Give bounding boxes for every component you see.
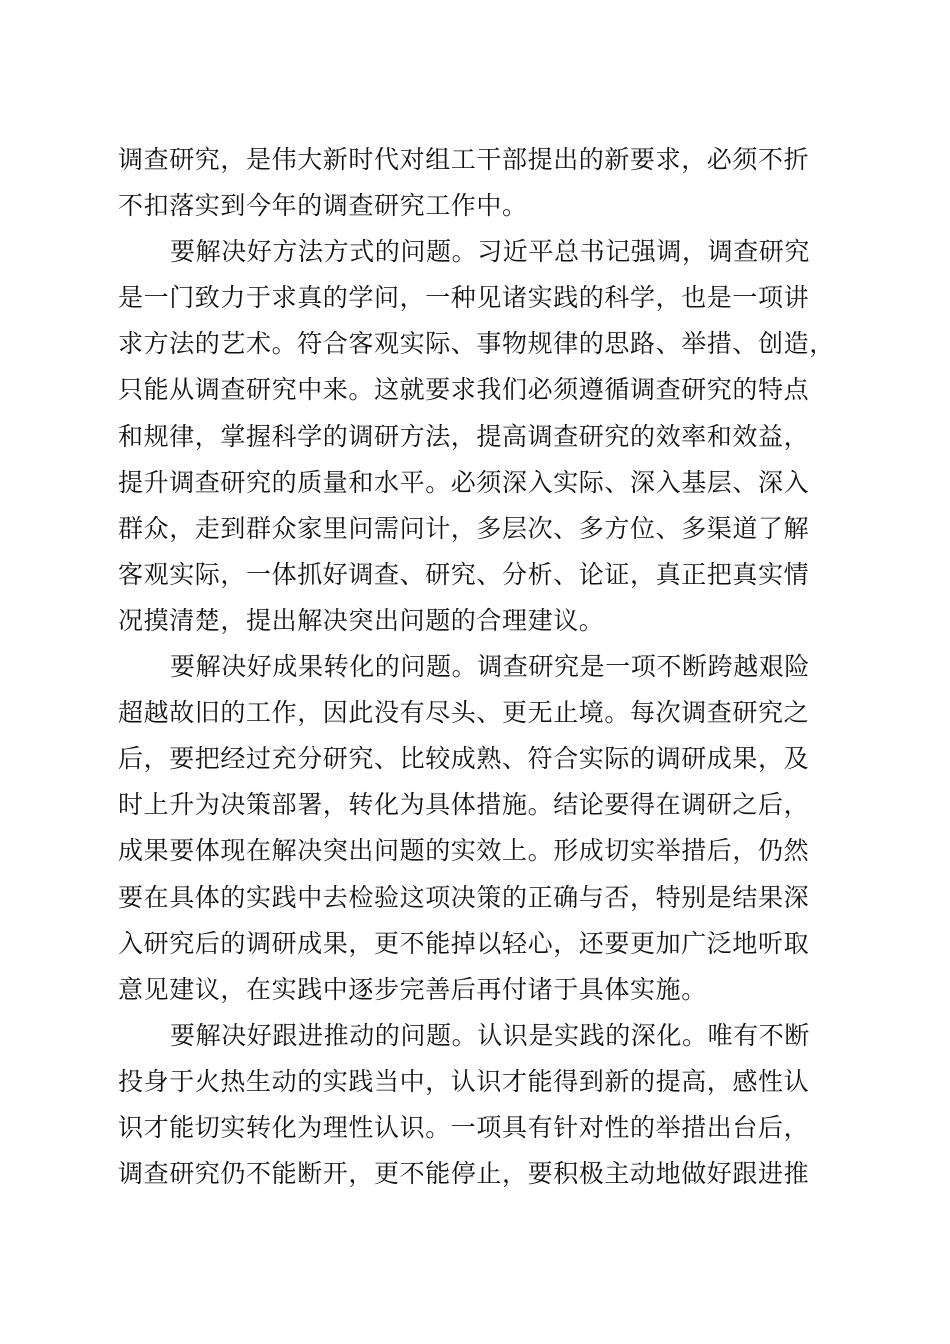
text-line: 群众，走到群众家里问需问计，多层次、多方位、多渠道了解 [118, 513, 810, 543]
paragraph-start-line: 要解决好方法方式的问题。习近平总书记强调，调查研究 [170, 237, 811, 267]
text-line: 提升调查研究的质量和水平。必须深入实际、深入基层、深入 [118, 467, 810, 497]
text-line: 识才能切实转化为理性认识。一项具有针对性的举措出台后， [118, 1112, 810, 1142]
text-line: 是一门致力于求真的学问，一种见诸实践的科学，也是一项讲 [118, 283, 810, 313]
paragraph-start-line: 要解决好跟进推动的问题。认识是实践的深化。唯有不断 [170, 1020, 811, 1050]
text-line: 求方法的艺术。符合客观实际、事物规律的思路、举措、创造， [118, 329, 835, 359]
text-line: 只能从调查研究中来。这就要求我们必须遵循调查研究的特点 [118, 375, 810, 405]
text-line: 调查研究，是伟大新时代对组工干部提出的新要求，必须不折 [118, 145, 810, 174]
document-body [118, 137, 838, 1197]
text-line: 况摸清楚，提出解决突出问题的合理建议。 [118, 605, 605, 635]
text-line: 意见建议，在实践中逐步完善后再付诸于具体实施。 [118, 974, 707, 1004]
text-line: 时上升为决策部署，转化为具体措施。结论要得在调研之后， [118, 790, 810, 820]
text-line: 不扣落实到今年的调查研究工作中。 [118, 191, 528, 221]
text-line: 后，要把经过充分研究、比较成熟、符合实际的调研成果，及 [118, 744, 810, 774]
text-line: 入研究后的调研成果，更不能掉以轻心，还要更加广泛地听取 [118, 928, 810, 958]
text-line: 投身于火热生动的实践当中，认识才能得到新的提高，感性认 [118, 1066, 810, 1096]
paragraph-start-line: 要解决好成果转化的问题。调查研究是一项不断跨越艰险 [170, 652, 811, 682]
text-line: 超越故旧的工作，因此没有尽头、更无止境。每次调查研究之 [118, 698, 810, 728]
text-line: 成果要体现在解决突出问题的实效上。形成切实举措后，仍然 [118, 836, 810, 866]
text-line: 要在具体的实践中去检验这项决策的正确与否，特别是结果深 [118, 882, 810, 912]
text-line: 调查研究仍不能断开，更不能停止，要积极主动地做好跟进推 [118, 1159, 810, 1189]
text-line: 和规律，掌握科学的调研方法，提高调查研究的效率和效益， [118, 421, 810, 451]
text-line: 客观实际，一体抓好调查、研究、分析、论证，真正把真实情 [118, 559, 810, 589]
